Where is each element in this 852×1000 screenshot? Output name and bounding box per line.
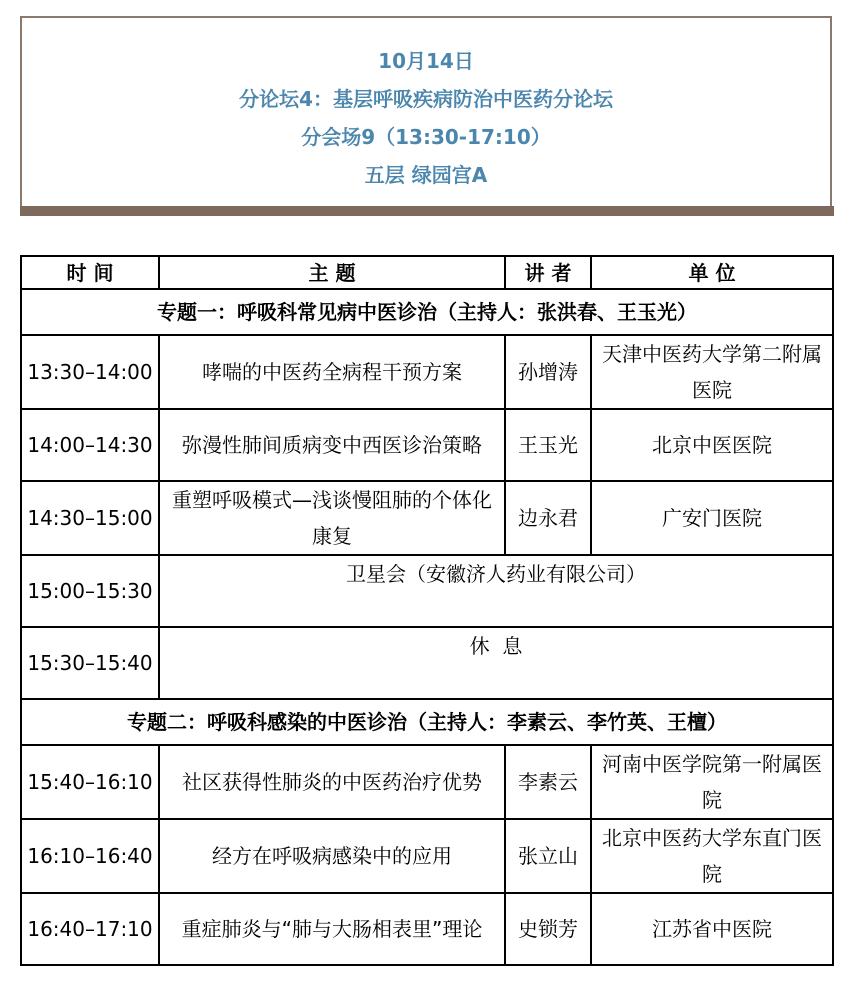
unit-cell: 北京中医医院 bbox=[591, 409, 833, 481]
speaker-cell: 王玉光 bbox=[505, 409, 591, 481]
break-cell: 休 息 bbox=[159, 627, 833, 699]
time-cell: 13:30–14:00 bbox=[21, 335, 159, 409]
satellite-meeting-cell: 卫星会（安徽济人药业有限公司） bbox=[159, 555, 833, 627]
unit-cell: 江苏省中医院 bbox=[591, 893, 833, 965]
topic-cell: 重症肺炎与“肺与大肠相表里”理论 bbox=[159, 893, 505, 965]
table-header-row bbox=[21, 256, 833, 289]
topic-cell: 重塑呼吸模式—浅谈慢阻肺的个体化康复 bbox=[159, 481, 505, 555]
section-row bbox=[21, 699, 833, 745]
speaker-cell: 孙增涛 bbox=[505, 335, 591, 409]
table-row bbox=[21, 745, 833, 819]
topic-cell: 哮喘的中医药全病程干预方案 bbox=[159, 335, 505, 409]
column-header-speaker: 讲 者 bbox=[505, 256, 591, 289]
table-row bbox=[21, 409, 833, 481]
topic-cell: 弥漫性肺间质病变中西医诊治策略 bbox=[159, 409, 505, 481]
table-row bbox=[21, 627, 833, 699]
time-cell: 15:30–15:40 bbox=[21, 627, 159, 699]
speaker-cell: 史锁芳 bbox=[505, 893, 591, 965]
table-row bbox=[21, 481, 833, 555]
unit-cell: 北京中医药大学东直门医院 bbox=[591, 819, 833, 893]
table-row bbox=[21, 893, 833, 965]
speaker-cell: 李素云 bbox=[505, 745, 591, 819]
time-cell: 14:30–15:00 bbox=[21, 481, 159, 555]
unit-cell: 河南中医学院第一附属医院 bbox=[591, 745, 833, 819]
time-cell: 15:40–16:10 bbox=[21, 745, 159, 819]
section-row bbox=[21, 289, 833, 335]
time-cell: 15:00–15:30 bbox=[21, 555, 159, 627]
speaker-cell: 边永君 bbox=[505, 481, 591, 555]
unit-cell: 广安门医院 bbox=[591, 481, 833, 555]
session-header bbox=[20, 16, 832, 206]
column-header-topic: 主 题 bbox=[159, 256, 505, 289]
column-header-unit: 单 位 bbox=[591, 256, 833, 289]
table-row bbox=[21, 819, 833, 893]
schedule-table bbox=[20, 255, 834, 966]
header-divider-bar bbox=[20, 206, 834, 216]
session-location: 五层 绿园宫A bbox=[364, 163, 488, 187]
session-date: 10月14日 bbox=[378, 49, 474, 73]
time-cell: 16:40–17:10 bbox=[21, 893, 159, 965]
session-time: 分会场9（13:30-17:10） bbox=[301, 125, 551, 149]
table-row bbox=[21, 335, 833, 409]
topic-cell: 社区获得性肺炎的中医药治疗优势 bbox=[159, 745, 505, 819]
section-title: 专题二：呼吸科感染的中医诊治（主持人：李素云、李竹英、王檀） bbox=[21, 699, 833, 745]
topic-cell: 经方在呼吸病感染中的应用 bbox=[159, 819, 505, 893]
column-header-time: 时 间 bbox=[21, 256, 159, 289]
time-cell: 14:00–14:30 bbox=[21, 409, 159, 481]
table-row bbox=[21, 555, 833, 627]
section-title: 专题一：呼吸科常见病中医诊治（主持人：张洪春、王玉光） bbox=[21, 289, 833, 335]
speaker-cell: 张立山 bbox=[505, 819, 591, 893]
time-cell: 16:10–16:40 bbox=[21, 819, 159, 893]
unit-cell: 天津中医药大学第二附属医院 bbox=[591, 335, 833, 409]
forum-title: 分论坛4：基层呼吸疾病防治中医药分论坛 bbox=[239, 87, 613, 111]
